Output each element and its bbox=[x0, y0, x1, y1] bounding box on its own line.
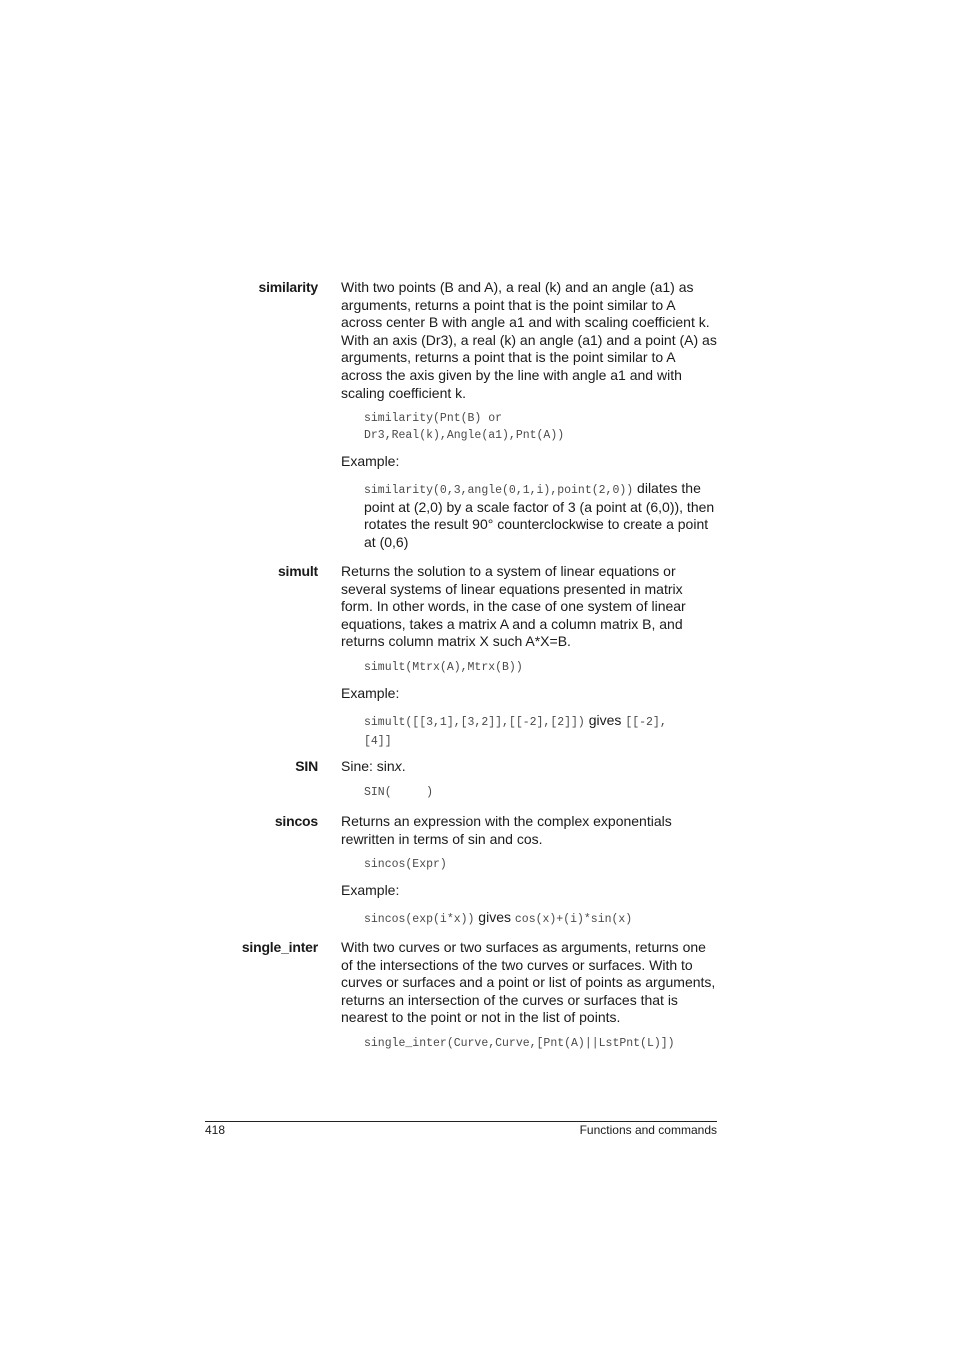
description-sin-prefix: Sine: sin bbox=[341, 758, 395, 774]
syntax-sin: SIN( ) bbox=[364, 785, 434, 799]
example-gives-simult: gives bbox=[584, 711, 626, 728]
description-single-inter: With two curves or two surfaces as arguments, returns one of the intersections of the two curves or surfaces. With to curves or surfaces and a point or list of points as arguments, returns an intersection of the curves or surfaces that is nearest to the point or not in the list of points. bbox=[341, 939, 716, 1026]
term-sin: SIN bbox=[295, 758, 318, 774]
example-label-sincos: Example: bbox=[341, 882, 400, 899]
term-single-inter: single_inter bbox=[241, 939, 318, 955]
footer-rule bbox=[205, 1121, 717, 1122]
footer-title: Functions and commands bbox=[579, 1123, 717, 1137]
description-sin-suffix: . bbox=[401, 758, 406, 774]
example-result-simult: [[-2],[4]] bbox=[364, 715, 667, 748]
term-similarity: similarity bbox=[258, 279, 318, 295]
example-similarity bbox=[364, 480, 717, 552]
example-label-simult: Example: bbox=[341, 684, 400, 701]
syntax-simult: simult(Mtrx(A),Mtrx(B)) bbox=[364, 660, 523, 674]
description-similarity: With two points (B and A), a real (k) and an angle (a1) as arguments, returns a point that is the point similar to A across center B with angle a1 and with scaling coefficient k. With an axis (Dr3), a real (k) an angle (a1) and a point (A) as arguments, returns a point that is the point similar to A across the axis given by the line with angle a1 and with scaling coefficient k. bbox=[341, 279, 717, 401]
syntax-single-inter: single_inter(Curve,Curve,[Pnt(A)||LstPnt(L)]) bbox=[364, 1036, 675, 1050]
description-sin bbox=[341, 758, 717, 776]
example-code-sincos: sincos(exp(i*x)) bbox=[364, 912, 475, 926]
description-sincos: Returns an expression with the complex exponentials rewritten in terms of sin and cos. bbox=[341, 813, 672, 847]
example-sincos bbox=[364, 909, 717, 928]
description-simult: Returns the solution to a system of linear equations or several systems of linear equations presented in matrix form. In other words, in the case of one system of linear equations, takes a matrix A and a column matrix B, and returns column matrix X such A*X=B. bbox=[341, 563, 686, 650]
syntax-similarity-line1: similarity(Pnt(B) or bbox=[364, 412, 503, 426]
term-sincos: sincos bbox=[274, 813, 318, 829]
example-code-simult: simult([[3,1],[3,2]],[[-2],[2]]) bbox=[364, 715, 585, 729]
description-sin-var: x bbox=[394, 758, 402, 774]
syntax-sincos: sincos(Expr) bbox=[364, 858, 447, 872]
example-code-similarity: similarity(0,3,angle(0,1,i),point(2,0)) bbox=[364, 483, 634, 497]
example-gives-sincos: gives bbox=[474, 908, 515, 925]
example-result-sincos: cos(x)+(i)*sin(x) bbox=[514, 912, 633, 926]
term-simult: simult bbox=[277, 563, 318, 579]
syntax-similarity-line2: Dr3,Real(k),Angle(a1),Pnt(A)) bbox=[364, 429, 565, 443]
example-label-similarity: Example: bbox=[341, 453, 400, 470]
page-number: 418 bbox=[205, 1123, 226, 1137]
example-simult bbox=[364, 712, 684, 750]
example-text-similarity: dilates the point at (2,0) by a scale factor of 3 (a point at (6,0)), then rotates the result 90° counterclockwise to create a point at (0,6) bbox=[364, 479, 715, 550]
